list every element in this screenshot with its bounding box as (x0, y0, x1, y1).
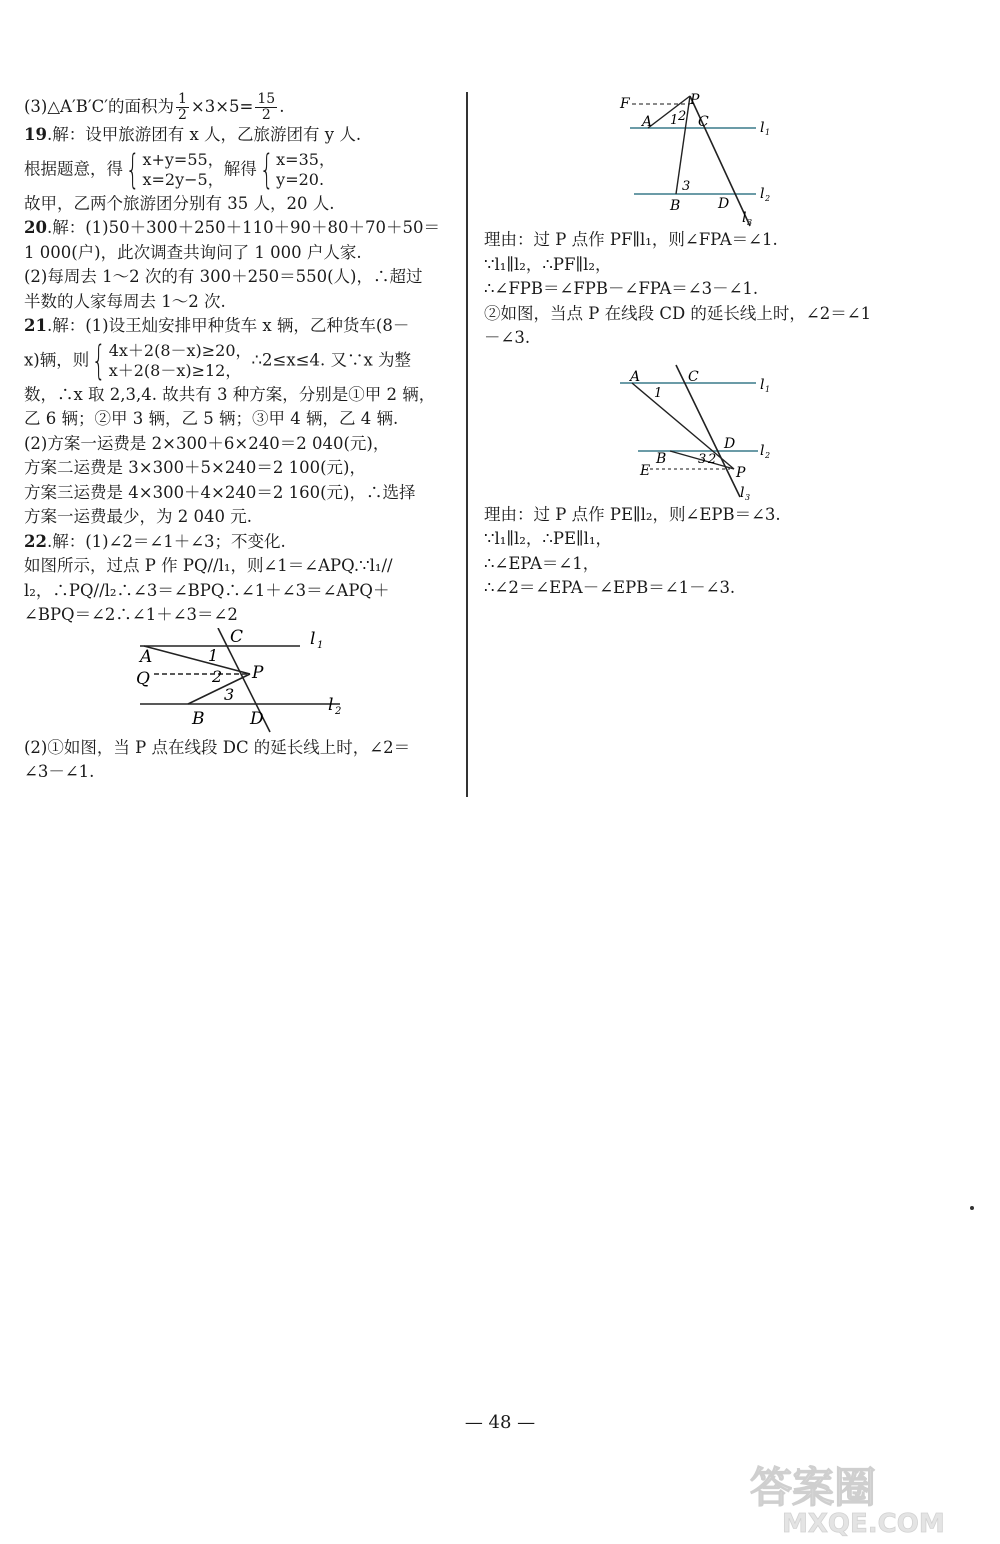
question-number: 22 (24, 531, 47, 551)
inequality-system (89, 337, 252, 384)
r-line-1: 理由：过 P 点作 PF∥l₁，则∠FPA＝∠1. (484, 230, 778, 249)
label-l2-sub: 2 (765, 450, 771, 460)
label-l1-sub: 1 (765, 384, 771, 394)
q21-line-7: 方案三运费是 4×300＋4×240＝2 160(元)，∴选择 (24, 482, 416, 502)
label-c: C (688, 368, 699, 385)
text-run: (3)△A′B′C′的面积为 (24, 97, 174, 116)
label-b: B (656, 450, 667, 467)
label-l2-sub: 2 (765, 194, 771, 203)
brace-glyph: { (259, 146, 274, 193)
figure-p-below-l2 (484, 355, 920, 503)
watermark-logo (742, 1452, 992, 1538)
text-run: .解：(1)50＋300＋250＋110＋90＋80＋70＋50＝ (46, 218, 441, 237)
watermark-main-text: 答案圈 (750, 1463, 877, 1512)
equation-row: x+y=55， (142, 149, 224, 169)
r-line-8: ∴∠EPA＝∠1， (484, 553, 600, 573)
label-l1: l (760, 376, 765, 393)
label-l2: l (760, 186, 765, 202)
text-run: .解：设甲旅游团有 x 人，乙旅游团有 y 人. (46, 125, 362, 144)
label-l2: l (328, 694, 334, 715)
figure-p-above-l1 (484, 90, 920, 228)
q19-line-1 (24, 123, 450, 148)
angle-3-label: 3 (224, 684, 235, 704)
fraction-numerator: 1 (177, 91, 187, 107)
stray-dot (970, 1206, 974, 1210)
label-p: P (690, 92, 700, 108)
label-l1-sub: 1 (317, 639, 324, 651)
label-l1: l (760, 120, 765, 136)
column-divider (466, 92, 468, 797)
text-run: 解得 (223, 159, 257, 178)
equation-system-solution (257, 146, 335, 193)
r-line-6: 理由：过 P 点作 PE∥l₂，则∠EPB＝∠3. (484, 504, 781, 524)
equation-row: x=35， (276, 149, 335, 169)
q20-line-1 (24, 216, 450, 241)
right-column (484, 88, 920, 601)
angle-2-label: 2 (708, 451, 717, 467)
r-line-2: ∵l₁∥l₂，∴PF∥l₂， (484, 254, 612, 274)
q21-line-6: 方案二运费是 3×300＋5×240＝2 100(元)， (24, 458, 366, 477)
q22-line-4: ∠BPQ＝∠2∴∠1＋∠3＝∠2 (24, 605, 238, 624)
label-l3-sub: 3 (745, 492, 751, 502)
question-number: 20 (24, 218, 47, 237)
q21-line-4: 乙 6 辆；②甲 3 辆，乙 5 辆；③甲 4 辆，乙 4 辆. (24, 409, 399, 428)
label-d: D (724, 435, 736, 452)
r-line-7: ∵l₁∥l₂，∴PE∥l₁， (484, 529, 613, 548)
equation-row: x=2y−5， (142, 169, 224, 189)
inequality-row: 4x＋2(8－x)≥20， (108, 340, 252, 360)
text-run: 根据题意，得 (24, 159, 123, 178)
q21-line-5: (2)方案一运费是 2×300＋6×240＝2 040(元)， (24, 433, 390, 453)
q22-line-1 (24, 530, 450, 555)
label-q: Q (136, 668, 150, 689)
figure-parallel-lines-case1 (24, 628, 450, 736)
label-l1: l (310, 628, 316, 649)
q22-line-3: l₂，∴PQ//l₂∴∠3＝∠BPQ∴∠1＋∠3＝∠APQ＋ (24, 580, 390, 600)
question-number: 19 (24, 125, 47, 144)
label-a: A (642, 114, 653, 130)
label-c: C (698, 114, 709, 130)
r-line-9: ∴∠2＝∠EPA－∠EPB＝∠1－∠3. (484, 578, 736, 597)
text-run: .解：(1)∠2＝∠1＋∠3；不变化. (46, 531, 286, 551)
label-l3: l (740, 484, 745, 501)
label-b: B (670, 198, 681, 214)
label-f: F (620, 96, 630, 112)
angle-1-label: 1 (670, 113, 679, 128)
label-a: A (630, 368, 641, 385)
text-run: ×3×5= (190, 97, 254, 116)
q19-line-3: 故甲，乙两个旅游团分别有 35 人，20 人. (24, 193, 335, 213)
fraction-denominator: 2 (177, 107, 187, 123)
fraction-numerator: 15 (257, 91, 276, 107)
label-l2-sub: 2 (335, 705, 342, 717)
r-line-5: －∠3. (484, 328, 531, 347)
fraction-denominator: 2 (261, 107, 271, 123)
label-b: B (192, 708, 205, 729)
q20-line-3: (2)每周去 1～2 次的有 300＋250＝550(人)，∴超过 (24, 267, 423, 286)
watermark-sub-text: MXQE.COM (782, 1509, 945, 1538)
equation-row: y=20. (276, 169, 325, 189)
question-number: 21 (24, 316, 47, 335)
angle-1-label: 1 (208, 645, 219, 665)
q21-line-8: 方案一运费最少，为 2 040 元. (24, 507, 252, 526)
r-line-4: ②如图，当点 P 在线段 CD 的延长线上时，∠2＝∠1 (484, 303, 872, 323)
q20-line-4: 半数的人家每周去 1～2 次. (24, 291, 226, 311)
r-line-3: ∴∠FPB＝∠FPB－∠FPA＝∠3－∠1. (484, 279, 759, 298)
q20-line-2: 1 000(户)，此次调查共询问了 1 000 户人家. (24, 242, 362, 262)
brace-glyph: { (91, 337, 106, 384)
text-run: x)辆，则 (24, 350, 90, 369)
label-l1-sub: 1 (765, 128, 771, 137)
angle-3-label: 3 (682, 179, 691, 194)
q22-line-6: ∠3－∠1. (24, 762, 95, 781)
page-number: — 48 — (464, 1412, 536, 1433)
label-l3-sub: 3 (747, 218, 753, 227)
fraction-half (176, 92, 189, 123)
label-d: D (250, 708, 264, 729)
angle-2-label: 2 (678, 109, 687, 124)
label-d: D (718, 196, 730, 212)
label-p: P (252, 662, 264, 683)
label-c: C (230, 627, 244, 647)
equation-system-given (123, 146, 224, 193)
label-a: A (140, 646, 153, 667)
angle-1-label: 1 (654, 385, 663, 401)
q22-line-2: 如图所示，过点 P 作 PQ//l₁，则∠1＝∠APQ.∵l₁// (24, 556, 393, 575)
angle-2-label: 2 (212, 666, 223, 686)
fraction-fifteen-halves (255, 92, 277, 123)
brace-glyph: { (125, 146, 140, 193)
label-p: P (736, 464, 746, 481)
label-e: E (640, 462, 651, 479)
q19-line-2 (24, 148, 450, 192)
angle-3-label: 3 (698, 451, 707, 467)
text-run: .解：(1)设王灿安排甲种货车 x 辆，乙种货车(8－ (46, 316, 410, 335)
label-l2: l (760, 442, 765, 459)
inequality-row: x＋2(8－x)≥12， (108, 360, 242, 380)
q18-part3-line (24, 92, 450, 123)
text-run: . (279, 97, 285, 116)
q22-line-5: (2)①如图，当 P 点在线段 DC 的延长线上时，∠2＝ (24, 737, 411, 757)
q21-line-1 (24, 314, 450, 339)
q21-line-2 (24, 339, 450, 383)
label-l3: l (742, 210, 747, 226)
left-column (24, 88, 450, 785)
q21-line-3: 数，∴x 取 2,3,4. 故共有 3 种方案，分别是①甲 2 辆， (24, 384, 436, 404)
text-run: ∴2≤x≤4. 又∵x 为整 (251, 350, 412, 369)
